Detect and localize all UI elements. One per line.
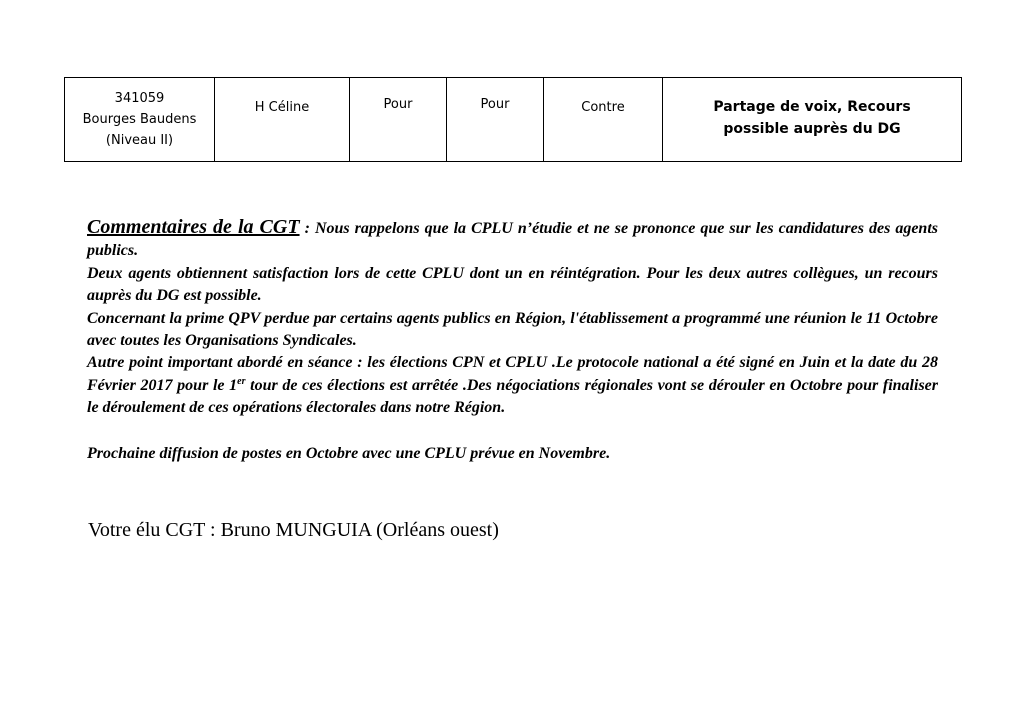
paragraph-spacer [87,420,938,443]
result-line-1: Partage de voix, Recours [713,98,911,115]
position-site: Bourges Baudens [82,112,197,127]
comments-paragraph-next: Prochaine diffusion de postes en Octobre avec une CPLU prévue en Novembre. [87,444,611,462]
elections-text-b: tour de ces élections est arrêtée .Des négociations régionales vont se dérouler en Octobre pour finaliser le déroulement de ces opérations électorales dans notre Région. [87,376,939,417]
cgt-comments [87,216,938,465]
comments-paragraph-elections [87,352,938,419]
position-code: 341059 [114,91,165,106]
elections-text-a: Autre point important abordé en séance : les élections CPN et CPLU .Le protocole national a été signé en Juin et la date du 28 Février 2017 pour le 1 [87,354,938,394]
elections-superscript: er [237,375,246,387]
result-cell [663,78,962,162]
comments-heading: Commentaires de la CGT [87,216,300,238]
position-level: (Niveau II) [105,133,174,148]
position-cell [65,78,215,162]
comments-paragraph-agents: Deux agents obtiennent satisfaction lors de cette CPLU dont un en réintégration. Pour les deux autres collègues, un recours auprès du DG est possible. [87,264,938,305]
result-line-2: possible auprès du DG [723,120,901,137]
table-row [65,78,962,162]
comments-intro [87,216,938,263]
vote-table [64,77,962,162]
candidate-cell: H Céline [215,78,350,162]
vote-cell-2: Pour [447,78,544,162]
vote-cell-3: Contre [544,78,663,162]
comments-intro-text: : Nous rappelons que la CPLU n’étudie et ne se prononce que sur les candidatures des agents publics. [87,220,938,260]
vote-cell-1: Pour [350,78,447,162]
comments-paragraph-qpv: Concernant la prime QPV perdue par certains agents publics en Région, l'établissement a programmé une réunion le 11 Octobre avec toutes les Organisations Syndicales. [87,309,938,350]
signature: Votre élu CGT : Bruno MUNGUIA (Orléans ouest) [88,519,499,541]
